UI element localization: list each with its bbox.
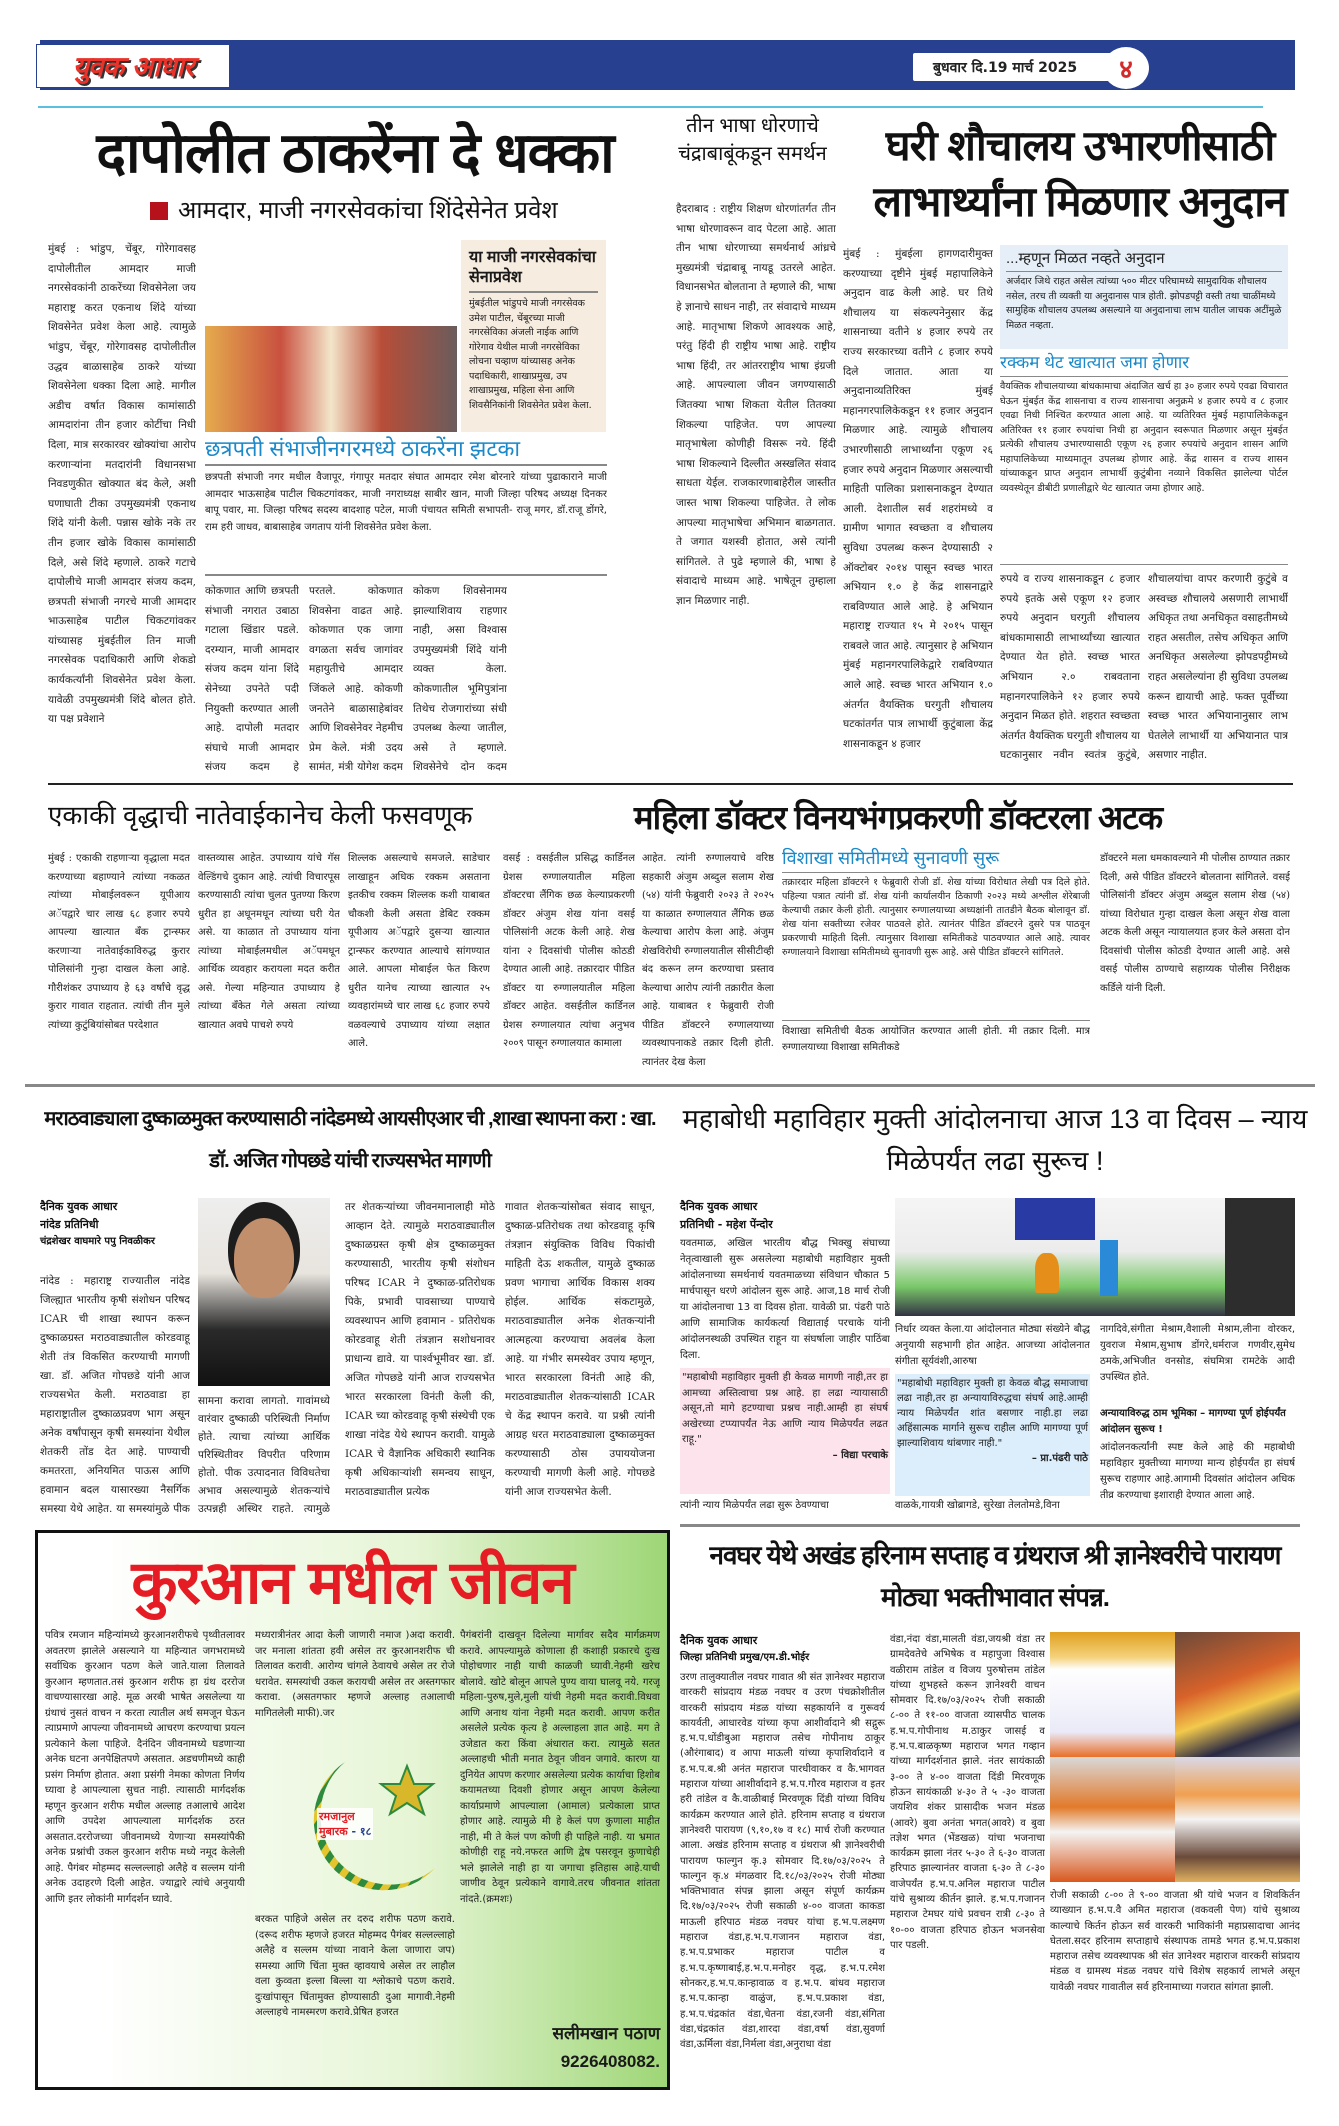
doctor-subsection-text-2: विशाखा समितीची बैठक आयोजित करण्यात आली होती. मी तक्रार दिली. मात्र रुग्णालयाच्या विशाखा समितीकडे [782,1026,1090,1053]
bullet-square-icon [150,202,168,220]
dapoli-col2: कोकणात आणि छत्रपती संभाजी नगरात उबाठा गटाला खिंडार पडले. दरम्यान, माजी आमदार संजय कदम यांना शिंदे सेनेच्या उपनेते पदी नियुक्ती करण्यात आली आहे. दापोली मतदार संघाचे माजी आमदार संजय कदम हे [205,585,299,774]
doctor-col1: वसई : वसईतील प्रसिद्ध कार्डिनल ग्रेशस रुग्णालयातील महिला डॉक्टरचा लैंगिक छळ केल्याप्रकरणी डॉक्टर अंजुम शेख यांना वसई पोलिसांनी अटक केली आहे. शेख यांना २ दिवसांची पोलीस कोठडी देण्यात आली आहे. तक्रारदार पीडित डॉक्टर या रुग्णालयातील महिला डॉक्टर आहेत. वसईतील कार्डिनल ग्रेशस रुग्णालयात त्यांचा अनुभव २००९ पासून रुग्णालयात कामाला [503,853,635,1049]
icar-byline [40,1198,190,1250]
fraud-col1: मुंबई : एकाकी राहणाऱ्या वृद्धाला मदत करण्याच्या बहाण्याने त्यांच्या नकळत त्यांच्या मोबाईलवरून यूपीआय अॅपद्वारे चार लाख ६८ हजार रुपये आपल्या खात्यात बँक ट्रान्स्फर करणाऱ्या नातेवाईकाविरुद्ध कुरार पोलिसांनी गुन्हा दाखल केला आहे. गौरीशंकर उपाध्याय हे ६३ वर्षांचे वृद्ध कुरार गावात राहतात. त्यांची तीन मुले त्यांच्या कुटुंबियांसोबत परदेशात [48,853,190,1031]
navghar-col1: उरण तालुक्यातील नवघर गावात श्री संत ज्ञानेश्वर महाराज वारकरी सांप्रदाय मंडळ नवघर व उरण पंचक्रोशीतील वारकरी सांप्रदाय मंडळ यांच्या सहकार्याने व गुरूवर्य कायर्वती, आधारवेड यांच्या कृपा आशीर्वादाने श्री सद्गुरू ह.भ.प.धोंडीबुआ महाराज तसेच गोपीनाथ ठाकूर (औरंगाबाद) व आपा माऊली यांच्या कृपाशिर्वादाने व ह.भ.प.ब.श्री अनंत महाराज पारधीवाकर व कै.भागवत महाराज यांच्या आशीर्वादाने ह.भ.प.गौरव महाराज व इतर हरी तांडेल व कै.वाळीबाई मिरवणूक दिंडी यांच्या विविध कार्यक्रम करण्यात आले होते. हरिनाम सप्ताह व ग्रंथराज ज्ञानेश्वरी पारायण (९,१०,१७ व १८) मार्च रोजी करण्यात आला. अखंड हरिनाम सप्ताह व ग्रंथराज श्री ज्ञानेश्वरीची पारायण फाल्गुन कृ.३ सोमवार दि.१७/०३/२०२५ ते फाल्गुन कृ.४ मंगळवार दि.१८/०३/२०२५ रोजी मोठ्या भक्तिभावात संपन्न झाला असून संपूर्ण कार्यक्रम दि.१७/०३/२०२५ रोजी सकाळी ४-०० वाजता काकडा माऊली हरिपाठ मंडळ नवघर यांचा ह.भ.प.लक्ष्मण महाराज वंडा,ह.भ.प.गजानन महाराज वंडा, ह.भ.प.प्रभाकर महाराज पाटील व ह.भ.प.कृष्णाबाई,ह.भ.प.मनोहर वृद्ध, ह.भ.प.रमेश सोनकर,ह.भ.प.कान्हावाळ व ह.भ.प. बांधव महाराज ह.भ.प.कान्हा वाळुंज, ह.भ.प.प्रकाश वंडा, ह.भ.प.चंद्रकांत वंडा,चेतना वंडा,रजनी वंडा,संगिता वंडा,चंद्रकांत वंडा,शारदा वंडा,वर्षा वंडा,सुवर्णा वंडा,ऊर्मिला वंडा,निर्मला वंडा,अनुराधा वंडा [680,1672,885,2051]
dapoli-col1: मुंबई : भांडुप, चेंबूर, गोरेगावसह दापोलीतील आमदार माजी नगरसेवकांनी ठाकरेंच्या शिवसेनेला जय महाराष्ट्र करत एकनाथ शिंदे यांच्या शिवसेनेत प्रवेश केला आहे. त्यामुळे भांडुप, चेंबूर, गोरेगावसह दापोलीतील उद्धव बाळासाहेब ठाकरे यांच्या शिवसेनेला धक्का दिला आहे. मागील अडीच वर्षात विकास कामांसाठी आमदारांना तीन हजार कोटींचा निधी दिला, मात्र सरकारवर खोक्यांचा आरोप करणाऱ्यांना मतदारांनी विधानसभा निवडणुकीत खोक्यात बंद केले, अशी घणाघाती टीका उपमुख्यमंत्री एकनाथ शिंदे यांनी केली. पन्नास खोके नके तर तीन हजार खोके विकास कामांसाठी दिले, असे शिंदे म्हणाले. ठाकरे गटाचे दापोलीचे माजी आमदार संजय कदम, छत्रपती संभाजी नगरचे माजी आमदार भाऊसाहेब पाटील चिकटगांवकर यांच्यासह मुंबईतील तिन माजी नगरसेवक पदाधिकारी आणि शेकडो कार्यकर्त्यांनी शिवसेनेत प्रवेश केला. यावेळी उपमुख्यमंत्री शिंदे बोलत होते. या पक्ष प्रवेशाने [48,243,196,726]
banner-shape [1015,1198,1095,1240]
mp-portrait-photo [198,1198,330,1386]
dapoli-subheadline [150,196,610,226]
ramzan-badge [317,1808,373,1840]
fraud-col2: वास्तव्यास आहेत. उपाध्याय यांचे गॅस वेल्डिंगचे दुकान आहे. त्यांची विचारपूस करण्यासाठी त्यांचा चुलत पुतण्या किरण धुरीत हा अधूनमधून त्यांच्या घरी येत असे. या काळात तो उपाध्याय यांना त्यांच्या मोबाईलमधील अॅपमधून आर्थिक व्यवहार करायला मदत करीत असे. गेल्या महिन्यात उपाध्याय हे त्यांच्या बँकेत गेले असता त्यांच्या खात्यात अवघे पाचशे रुपये [198,853,340,1031]
icar-col4: गावात शेतकऱ्यांसोबत संवाद साधून, दुष्काळ-प्रतिरोधक तथा कोरडवाहू कृषि तंत्रज्ञान संयुक्तिक विविध पिकांची माहिती देऊ शकतील, यामुळे दुष्काळ प्रवण भागाचा आर्थिक विकास शक्य होईल. आर्थिक संकटामुळे, मराठवाड्यातील अनेक शेतकऱ्यांनी आत्महत्या करण्याचा अवलंब केला आहे. या गंभीर समस्येवर उपाय म्हणून, भारत सरकारला विनंती आहे की, मराठवाड्यातील शेतकऱ्यांसाठी ICAR चे केंद्र स्थापन करावे. या प्रश्नी त्यांनी आग्रह धरत मराठवाड्याला दुष्काळमुक्त करण्यासाठी ठोस उपाययोजना करण्याची मागणी केली आहे. गोपछडे यांनी आज राज्यसभेत केली. [505,1201,655,1498]
badge-line-2: मुबारक [319,1825,348,1838]
navghar-col2: वंडा,नंदा वंडा,मालती वंडा,जयश्री वंडा तर ग्रामदेवतेचे अभिषेक व महापुजा विश्वास वळीराम तांडेल व विजय पुरुषोत्तम तांडेल यांच्या शुभहस्ते करून ज्ञानेश्वरी वाचन सोमवार दि.१७/०३/२०२५ रोजी सकाळी ८-०० ते ११-०० वाजता व्यासपीठ चालक ह.भ.प.गोपीनाथ म.ठाकुर जासई व ह.भ.प.बाळकृष्ण महाराज भगत गव्हान यांच्या मार्गदर्शनात झाले. नंतर सायंकाळी ३-०० ते ४-०० वाजता दिंडी मिरवणूक होऊन सायंकाळी ४-३० ते ५ -३० वाजता जयशिव शंकर प्रासादीक भजन मंडळ (आवरे) बुवा अनंता भगत(आवरे) व बुवा तज्ञेश भगत (भेंडखळ) यांचा भजनाचा कार्यक्रम झाला नंतर ५-३० ते ६-३० वाजता हरिपाठ झाल्यानंतर वाजता ६-३० ते ८-३० वाजेपर्यंत ह.भ.प.अनिल महाराज पाटील यांचे सुश्राव्य कीर्तन झाले. ह.भ.प.गजानन महाराज टेमघर यांचे प्रवचन रात्री ८-३० ते १०-०० वाजता हरिपाठ होऊन भजनसेवा पार पडली. [890,1634,1045,1951]
divider [1000,376,1288,377]
dapoli-photo [205,240,457,432]
three-language-headline: तीन भाषा धोरणाचे चंद्राबाबूंकडून समर्थन [678,115,827,165]
quran-col2a: मध्यरात्रीनंतर आदा केली जाणारी नमाज )अदा करावी. जर मनाला शांतता हवी असेल तर कुरआनशरीफ ची तिलावत करावी. आरोग्य चांगले ठेवायचे असेल तर रोजे धरावेत. समस्यांची उकल करायची असेल तर अस्तगफार करावा. (असतगफार म्हणजे अल्लाह तआलाची मागितलेली माफी).जर [255,1630,455,1719]
quran-col2b: बरकत पाहिजे असेल तर दरुद शरीफ पठण करावे.(दरूद शरीफ म्हणजे हजरत मोहम्मद पैगंबर सल्लल्लाहो अलैहे व सल्लम यांच्या नावाने केला जाणारा जप) समस्या आणि चिंता मुक्त व्हावयाचे असेल तर लाहौल वला कुव्वता इल्ला बिल्ला या श्लोकाचे पठण करावे. दुःखांपासून चिंतामुक्त होण्यासाठी दुआ मागावी.नेहमी अल्लाहचे नामस्मरण करावे.प्रेषित हजरत [255,1914,455,2018]
doctor-col3: डॉक्टरने मला धमकावल्याने मी पोलीस ठाण्यात तक्रार दिली, असे पीडित डॉक्टरने बोलताना सांगितले. वसई पोलिसांनी डॉक्टर अंजुम अब्दुल सलाम शेख (५४) यांच्या विरोधात गुन्हा दाखल केला असून शेख वाला अटक केली असून न्यायालयात हजर केले असता दोन दिवसांची पोलीस कोठडी देण्यात आली आहे. असे वसई पोलीस ठाण्याचे सहाय्यक पोलीस निरीक्षक कर्डिले यांनी दिली. [1100,853,1290,994]
byline-reporter: चंद्रशेखर वाघमारे पपु निवळीकर [40,1236,155,1247]
divider [782,872,1090,873]
crescent-star-graphic [275,1758,455,1908]
doctor-subsection-text: तक्रारदार महिला डॉक्टरने १ फेब्रुवारी रोजी डॉ. शेख यांच्या विरोधात लेखी पत्र दिले होते. पहिल्या पत्रात त्यांनी डॉ. शेख यांनी कार्यालयीन ठिकाणी २०२३ मध्ये अश्लील शेरेबाजी केल्याची तक्रार केली होती. त्यानुसार रुग्णालयाच्या अध्यक्षांनी तातडीने बैठक बोलावून डॉ. शेख यांना सक्तीच्या रजेवर पाठवले होते. त्यानंतर पीडित डॉक्टरने दुसरे पत्र पाठवून प्रकरणाची माहिती दिली. त्यानुसार विशाखा समितीकडे पाठवण्यात आले आहे. त्यावर रुग्णालयाने विशाखा समितीमध्ये सुनावणी सुरू आहे. असे पीडित डॉक्टरने सांगितले. [782,877,1090,958]
quote-text: "महाबोधी महाविहार मुक्ती ही केवळ मागणी नाही,तर हा आमच्या अस्तित्वाचा प्रश्न आहे. हा लढा न्यायासाठी असून,तो मागे हटण्याचा प्रश्नच नाही.आम्ही हा संघर्ष अखेरच्या टप्प्यापर्यंत नेऊ आणि न्याय मिळेपर्यंत लढत राहू." [682,1372,888,1445]
mahabodhi-photo [895,1198,1295,1316]
quran-col3: पैगंबरांनी दाखवून दिलेल्या मार्गावर सदैव मार्गक्रमण करावे. आपल्यामुळे कोणाला ही कशाही प्रकारचे दुःख पोहोचणार नाही याची काळजी घ्यावी.नेहमी खरेच बोलावे. खोटे बोलून आपले पुण्य वाया घालवू नये. गरजू महिला-पुरुष,मुले,मुली यांची नेहमी मदत करावी.विधवा आणि अनाथ यांना नेहमी मदत करावी. आपण करीत असलेले प्रत्येक कृत्य हे अल्लाहला ज्ञात आहे. मग ते उजेडात करा किंवा अंधारात करा. त्यामुळे सतत अल्लाहची भीती मनात ठेवून जीवन जगावे. कारण या दुनियेत आपण करणार असलेल्या प्रत्येक कार्याचा हिशोब कयामतच्या दिवशी होणार असून आपण केलेल्या कार्याप्रमाणे आपल्याला (आमाल) प्रत्येकाला प्राप्त होणार आहे. त्यामुळे मी हे केलं पण कुणाला माहीत नाही, मी ते केलं पण कोणी ही पाहिले नाही. या भ्रमात कोणीही राहू नये.नफरत आणि द्वेष पसरवून कुणाचेही भले झालेले नाही हा या जगाचा इतिहास आहे.याची जाणीव ठेवून प्रत्येकाने वागावे.तरच जीवनात शांतता नांदते.(क्रमशः) [460,1630,660,1905]
dapoli-headline: दापोलीत ठाकरेंना दे धक्का [96,121,614,184]
navghar-col3: रोजी सकाळी ८-०० ते ९-०० वाजता श्री यांचे भजन व शिवकिर्तन व्याख्यान ह.भ.प.वै अमित महाराज (वकवली पेण) यांचे सुश्राव्य काल्याचे किर्तन होऊन सर्व वारकरी भाविकांनी महाप्रसादाचा आनंद घेतला.सदर हरिनाम सप्ताहाचे संस्थापक तामडे भगत ह.भ.प.प्रकाश महाराज तसेच व्यवस्थापक श्री संत ज्ञानेश्वर महाराज वारकरी सांप्रदाय मंडळ व ग्रामस्थ मंडळ नवघर यांचे विशेष सहकार्य लाभले असून यावेळी नवघर गावातील सर्व हरिनामाच्या गजरात सांगता झाली. [1050,1890,1300,1993]
byline-reporter: जिल्हा प्रतिनिधी प्रमुख/एम.डी.भोईर [680,1652,810,1663]
byline-reporter: प्रतिनिधी - महेश पेंन्दोर [680,1218,773,1231]
crowd-image [205,326,457,432]
dapoli-col3: परतले. कोकणात शिवसेना वाढत आहे. कोकणात एक जागा वगळता सर्वच जागांवर महायुतीचे आमदार जिंकले आहे. कोकणी जनतेने बाळासाहेबांवर आणि शिवसेनेवर नेहमीच प्रेम केले. मंत्री उदय सामंत, मंत्री योगेश कदम [309,585,403,774]
monk-figure [1035,1253,1059,1293]
badge-line-1: रमजानुल [319,1810,355,1823]
face-shape [234,1218,294,1298]
section-divider [48,783,1293,785]
icar-headline: मराठवाड्याला दुष्काळमुक्त करण्यासाठी नांदेडमध्ये आयसीएआर ची ,शाखा स्थापना करा : खा. डॉ. अजित गोपछडे यांची राज्यसभेत मागणी [44,1108,656,1172]
dapoli-subsection-text: छत्रपती संभाजी नगर मधील वैजापूर, गंगापूर मतदार संघात आमदार रमेश बोरनारे यांच्या पुढाकाराने माजी आमदार भाऊसाहेब पाटील चिकटगांवकर, माजी नगराध्यक्ष साबीर खान, माजी जिल्हा परिषद अध्यक्ष दिनकर बापू पवार, मा. जिल्हा परिषद सदस्य बादशाह पटेल, माजी पंचायत समिती सभापती- राजू मगर, डॉ.राजू डोंगरे, राम हरी जाधव, बाबासाहेब जगताप यांनी शिवसेनेत प्रवेश केला. [205,472,607,533]
gathering-photo [1175,1757,1300,1882]
toilet-col1: मुंबई : मुंबईला हागणदारीमुक्त करण्याच्या दृष्टीने मुंबई महापालिकेने अनुदान वाढ केली आहे. घर तिथे शौचालय या संकल्पनेनुसार केंद्र शासनाच्या वतीने ४ हजार रुपये तर राज्य सरकारच्या वतीने ८ हजार रुपये दिले जातात. आता या अनुदानाव्यतिरिक्त मुंबई महानगरपालिकेकडून ११ हजार अनुदान मिळणार आहे. त्यामुळे शौचालय उभारणीसाठी लाभार्थ्यांना एकूण २६ हजार रुपये अनुदान मिळणार असल्याची माहिती पालिका प्रशासनाकडून देण्यात आली. देशातील सर्व शहरांमध्ये व ग्रामीण भागात स्वच्छता व शौचालय सुविधा उपलब्ध करून देण्यासाठी २ ऑक्टोबर २०१४ पासून स्वच्छ भारत अभियान १.० हे केंद्र शासनाद्वारे राबविण्यात आले आहे. हे अभियान महाराष्ट्र राज्यात १५ मे २०१५ पासून राबवले जात आहे. त्यानुसार हे अभियान मुंबई महानगरपालिकेद्वारे राबविण्यात आले आहे. स्वच्छ भारत अभियान १.० अंतर्गत वैयक्तिक घरगुती शौचालय घटकांतर्गत पात्र लाभार्थी कुटुंबाला केंद्र शासनाकडून ४ हजार [843,248,993,750]
mahabodhi-col1: यवतमाळ, अखिल भारतीय बौद्ध भिक्खु संघाच्या नेतृत्वाखाली सुरू असलेल्या महाबोधी महाविहार मुक्ती आंदोलनाच्या समर्थनार्थ यवतमाळच्या संविधान चौकात 5 मार्चपासून धरणे आंदोलन सुरू आहे. आज,18 मार्च रोजी या आंदोलनाचा 13 वा दिवस होता. यावेळी प्रा. पंढरी पाठे आणि सामाजिक कार्यकर्त्या विद्याताई परचाके यांनी आंदोलनस्थळी उपस्थित राहून या संघर्षाला जाहीर पाठिंबा दिला. [680,1238,890,1361]
toilet-col3: शौचालयांचा वापर करणारी कुटुंबे व अस्वच्छ शौचालये असणारी लाभार्थी अधिकृत तथा अनधिकृत वसाहतीमध्ये राहत असतील, तसेच अधिकृत आणि अनधिकृत असलेल्या झोपडपट्टीमध्ये राहत असलेल्यांना ही सुविधा उपलब्ध करून द्यायाची आहे. फक्त पूर्वीच्या स्वच्छ भारत अभियानानुसार लाभ घेतलेले लाभार्थी या अभियानात पात्र असणार नाहीत. [1148,573,1288,762]
quran-author: सलीमखान पठाण [552,2024,660,2044]
quote-author: – प्रा.पंढरी पाठे [1031,1453,1088,1464]
navghar-photo-collage [1050,1632,1300,1882]
subheadline-text: आमदार, माजी नगरसेवकांचा शिंदेसेनेत प्रवेश [178,197,558,224]
byline-paper: दैनिक युवक आधार [680,1200,758,1213]
doctor-subsection-title: विशाखा समितीमध्ये सुनावणी सुरू [782,848,1000,868]
byline-role: नांदेड प्रतिनिधी [40,1218,99,1231]
quote-box-1 [680,1368,890,1494]
toilet-info-box [1000,245,1288,349]
three-language-text: हैदराबाद : राष्ट्रीय शिक्षण धोरणांतर्गत तीन भाषा धोरणावरून वाद पेटला आहे. आता तीन भाषा धोरणाच्या समर्थनार्थ आंध्रचे मुख्यमंत्री चंद्राबाबू नायडू उतरले आहेत. विधानसभेत बोलताना ते म्हणाले की, भाषा हे ज्ञानाचे साधन नाही, तर संवादाचे माध्यम आहे. मातृभाषा शिकणे आवश्यक आहे, परंतु हिंदी ही राष्ट्रीय भाषा आहे. राष्ट्रीय भाषा हिंदी, तर आंतरराष्ट्रीय भाषा इंग्रजी आहे. आपल्याला जीवन जगण्यासाठी जितक्या भाषा शिकता येतील तितक्या शिकल्या पाहिजेत. पण आपल्या मातृभाषेला कोणीही विसरू नये. हिंदी भाषा शिकल्याने दिल्लीत अस्खलित संवाद साधता येईल. राजकारणाबाहेरील जास्तीत जास्त भाषा शिकल्या पाहिजेत. ते लोक आपल्या मातृभाषेचा अभिमान बाळगतात. ते जगात यशस्वी होतात, असे त्यांनी सांगितले. ते पुढे म्हणाले की, भाषा हे संवादाचे माध्यम आहे. भाषेतून तुम्हाला ज्ञान मिळणार नाही. [676,203,836,607]
page-number: ४ [1119,55,1133,85]
quote-author: – विद्या परचाके [832,1449,888,1461]
quran-col1: पवित्र रमजान महिन्यांमध्ये कुरआनशरीफचे पृथ्वीतलावर अवतरण झालेले असल्याने या महिन्यात जगभरामध्ये सर्वाधिक कुरआन पठण केले जाते.याला तिलावते कुरआन म्हणतात.तसं कुरआन शरीफ हा ग्रंथ दररोज वाचण्यासारखा आहे. मूळ अरबी भाषेत असलेल्या या ग्रंथाचं नुसतं वाचन न करता त्यातील अर्थ समजून घेऊन त्याप्रमाणे आपल्या जीवनामध्ये आचरण करण्याचा प्रयत्न प्रत्येकाने केला पाहिजे. दैनंदिन जीवनामध्ये घडणाऱ्या अनेक घटना अनपेक्षितपणे असतात. अडचणीमध्ये काही प्रसंग निर्माण होतात. अशा प्रसंगी नेमका कोणता निर्णय घ्यावा हे आपल्याला सुचत नाही. त्यासाठी मार्गदर्शक म्हणून कुरआन शरीफ मधील अल्लाह तआलाचे आदेश आणि उपदेश आपल्याला मार्गदर्शक ठरत असतात.दररोजच्या जीवनामध्ये येणाऱ्या समस्यांपैकी अनेक प्रश्नांची उकल कुरआन शरीफ मध्ये नमूद केलेली आहे. पैगंबर मोहम्मद सल्लल्लाहो अलैहे व सल्लम यांनी अनेक उदाहरणे दिली आहेत. ज्याद्वारे त्यांचे अनुयायी आणि इतर लोकांनी मार्गदर्शन घ्यावे. [45,1630,245,1905]
header-divider [38,106,1263,108]
divider [1000,564,1288,565]
mahabodhi-col2-end: वाळके,गायत्री खोब्रागडे, सुरेखा तेलतोमडे,विना [895,1500,1060,1511]
mahabodhi-col3-text: आंदोलनकर्त्यांनी स्पष्ट केले आहे की महाबोधी महाविहार मुक्तीच्या मागण्या मान्य होईपर्यंत हा संघर्ष सुरूच राहणार आहे.आगामी दिवसांत आंदोलन अधिक तीव्र करण्याचा इशाराही देण्यात आला आहे. [1100,1442,1295,1501]
doctor-headline: महिला डॉक्टर विनयभंगप्रकरणी डॉक्टरला अटक [633,799,1163,836]
event-poster [1050,1632,1175,1757]
navghar-headline: नवघर येथे अखंड हरिनाम सप्ताह व ग्रंथराज श्री ज्ञानेश्वरीचे पारायण मोठ्या भक्तीभावात संपन्न. [709,1540,1281,1612]
toilet-subsection-text: वैयक्तिक शौचालयाच्या बांधकामाचा अंदाजित खर्च हा ३० हजार रुपये एवढा विचारात घेऊन मुंबईत केंद्र शासनाचा व राज्य शासनाचा अनुक्रमे ४ हजार रुपये व ८ हजार एवढा निधी निश्चित करण्यात आला आहे. या व्यतिरिक्त मुंबई महापालिकेकडून अतिरिक्त ११ हजार रुपयांचा निधी हा अनुदान स्वरूपात मिळणार असून मुंबईत प्रत्येकी शौचालय उभारण्यासाठी एकूण २६ हजार रुपयांचे अनुदान शासन आणि महापालिकेच्या माध्यमातून उपलब्ध होणार आहे. केंद्र शासन व राज्य शासन यांच्याकडून प्राप्त अनुदान लाभार्थी कुटुंबीना नव्याने विकसित झालेल्या पोर्टल व्यवस्थेतून डीबीटी प्रणालीद्वारे थेट खात्यात जमा होणार आहे. [1000,381,1288,494]
dapoli-sidebar [461,240,606,432]
fraud-col3: शिल्लक असल्याचे समजले. साडेचार लाखाहून अधिक रक्कम असताना इतकीच रक्कम शिल्लक कशी याबाबत चौकशी केली असता डेबिट रक्कम यूपीआय अॅपद्वारे दुसऱ्या खात्यात ट्रान्स्फर करण्यात आल्याचे सांगण्यात आले. आपला मोबाईल फेत किरण धुरीत यानेच त्याच्या खात्यात २५ व्यवहारांमध्ये चार लाख ६८ हजार रुपये वळवल्याचे उपाध्याय यांच्या लक्षात आले. [348,853,490,1049]
icar-col1: नांदेड : महाराष्ट्र राज्यातील नांदेड जिल्ह्यात भारतीय कृषी संशोधन परिषद ICAR ची शाखा स्थापन करून दुष्काळग्रस्त मराठवाड्यातील कोरडवाहू शेती तंत्र विकसित करण्याची मागणी खा. डॉ. अजित गोपछडे यांनी आज राज्यसभेत केली. मराठवाडा हा महाराष्ट्रातील दुष्काळप्रवण भाग असून अनेक वर्षांपासून कृषी समस्यांना येथील शेतकरी तोंड देत आहे. पाण्याची कमतरता, अनियमित पाऊस आणि हवामान बदल यासारख्या नैसर्गिक समस्या येथे आहेत. या समस्यांमुळे पीक [40,1275,190,1515]
section-divider [25,1084,1315,1087]
section-divider [680,1524,1300,1527]
wall-shape [1225,1198,1295,1316]
byline-paper: दैनिक युवक आधार [40,1200,118,1213]
dapoli-col4: कोकण शिवसेनामय झाल्याशिवाय राहणार नाही, असा विश्वास उपमुख्यमंत्री शिंदे यांनी व्यक्त केला. कोकणातील भूमिपुत्रांना तिथेच रोजगारांच्या संधी उपलब्ध केल्या जातील, असे ते म्हणाले. शिवसेनेचे दोन कदम [413,585,507,774]
toilet-subsection-title: रक्कम थेट खात्यात जमा होणार [1000,353,1190,372]
date-text: बुधवार दि.19 मार्च 2025 [933,59,1078,76]
sidebar-title: या माजी नगरसेवकांचा सेनाप्रवेश [469,248,598,293]
doctor-col2: आहेत. त्यांनी रुग्णालयाचे वरिष्ठ सहकारी अंजुम अब्दुल सलाम शेख (५४) यांनी फेब्रुवारी २०२३ ते २०२५ या काळात रुग्णालयात लैंगिक छळ केल्याचा आरोप केला आहे. अंजुम शेखविरोधी रुग्णालयातील सीसीटीव्ही बंद करून लग्न करण्याचा प्रस्ताव केल्याचा आरोप त्यांनी तक्रारीत केला आहे. याबाबत १ फेब्रुवारी रोजी पीडित डॉक्टरने रुग्णालयाच्या व्यवस्थापनाकडे तक्रार दिली होती. त्यानंतर देख केला [642,853,774,1068]
quran-phone: 9226408082. [560,2052,660,2071]
navghar-byline [680,1632,885,1666]
mahabodhi-col3: नागदिवे,संगीता मेश्राम,वैशाली मेश्राम,लीना वोरकर, युवराज मेश्राम,सुभाष डोंगरे,धर्मराज गणवीर,सुमेध ठमके,अभिजीत वनसोड, संघमित्रा रामटेके आदी उपस्थित होते. [1100,1324,1295,1383]
info-box-title: ...म्हणून मिळत नव्हते अनुदान [1006,249,1282,272]
issue-date [913,53,1118,81]
divider [205,464,607,466]
toilet-col2: रुपये व राज्य शासनाकडून ८ हजार रुपये इतके असे एकूण १२ हजार रुपये अनुदान घरगुती शौचालय बांधकामासाठी लाभार्थ्यांच्या खात्यात देण्यात येत होते. स्वच्छ भारत अभियान २.० राबवताना महानगरपालिकेने १२ हजार रुपये अनुदान मिळत होते. शहरात स्वच्छता अंतर्गत वैयक्तिक घरगुती शौचालय या घटकानुसार नवीन स्वतंत्र कुटुंबे, [1000,573,1140,762]
mahabodhi-byline [680,1198,890,1234]
divider [782,1020,1090,1021]
newspaper-logo [36,44,230,88]
mahabodhi-headline: महाबोधी महाविहार मुक्ती आंदोलनाचा आज 13 वा दिवस – न्याय मिळेपर्यंत लढा सुरूच ! [682,1104,1308,1176]
mahabodhi-col1-end: त्यांनी न्याय मिळेपर्यंत लढा सुरू ठेवण्याचा [680,1500,829,1511]
quote-box-2 [895,1374,1090,1496]
fraud-headline: एकाकी वृद्धाची नातेवाईकानेच केली फसवणूक [48,800,473,830]
mahabodhi-col2: निर्धार व्यक्त केला.या आंदोलनात मोठ्या संख्येने बौद्ध अनुयायी सहभागी होत आहेत. आजच्या आंदोलनात संगीता सूर्यवंशी,आरुषा [895,1324,1090,1367]
deity-idols-photo [1175,1632,1300,1757]
icar-col2: सामना करावा लागतो. गावांमध्ये वारंवार दुष्काळी परिस्थिती निर्माण होते. त्याचा त्यांच्या आर्थिक परिस्थितीवर विपरीत परिणाम होतो. पीक उत्पादनात विविधतेचा अभाव असल्यामुळे शेतकऱ्यांचे उत्पन्नही अस्थिर राहते. त्यामुळे [198,1395,330,1515]
byline-paper: दैनिक युवक आधार [680,1634,758,1647]
shrine-photo [1050,1757,1175,1882]
speaker-figure [1100,1240,1118,1296]
logo-text: युवक आधार [72,50,194,83]
badge-number: - १८ [351,1825,372,1838]
icar-col3: तर शेतकऱ्यांच्या जीवनमानालाही मोठे आव्हान देते. त्यामुळे मराठवाड्यातील दुष्काळग्रस्त कृषी क्षेत्र दुष्काळमुक्त करण्यासाठी, भारतीय कृषी संशोधन परिषद ICAR ने दुष्काळ-प्रतिरोधक पिके, प्रभावी पावसाच्या पाण्याचे व्यवस्थापन आणि हवामान - प्रतिरोधक कोरडवाहू शेती तंत्रज्ञान सशोधनावर प्राधान्य द्यावे. या पार्श्वभूमीवर खा. डॉ. अजित गोपछडे यांनी आज राज्यसभेत भारत सरकारला विनंती केली की, ICAR च्या कोरडवाहू कृषी संस्थेची एक शाखा नांदेड येथे स्थापन करावी. यामुळे ICAR चे वैज्ञानिक अधिकारी स्थानिक कृषी अधिकाऱ्यांशी समन्वय साधून, मराठवाड्यातील प्रत्येक [345,1201,495,1498]
page-number-badge [1103,47,1149,89]
info-box-text: अर्जदार जिथे राहत असेल त्यांच्या ५०० मीटर परिघामध्ये सामुदायिक शौचालय नसेल, तरच ती व्यक्ती या अनुदानास पात्र होती. झोपडपट्टी वस्ती तथा चाळींमध्ये सामुहिक शौचालय उपलब्ध असल्याने या अनुदानाचा लाभ यातील जाचक अटींमुळे मिळत नव्हता. [1006,276,1282,331]
toilet-headline: घरी शौचालय उभारणीसाठी लाभार्थ्यांना मिळणार अनुदान [873,122,1287,225]
quran-headline: कुरआन मधील जीवन [131,1549,574,1616]
quote-text: "महाबोधी महाविहार मुक्ती हा केवळ बौद्ध समाजाचा लढा नाही,तर हा अन्यायाविरुद्धचा संघर्ष आहे.आम्ही न्याय मिळेपर्यंत शांत बसणार नाही.हा लढा अहिंसात्मक मार्गाने सुरूच राहील आणि मागण्या पूर्ण झाल्याशिवाय थांबणार नाही." [897,1378,1088,1449]
mahabodhi-col3-head: अन्यायाविरुद्ध ठाम भूमिका – मागण्या पूर्ण होईपर्यंत आंदोलन सुरूच ! [1100,1408,1286,1435]
sidebar-text: मुंबईतील भांडुपचे माजी नगरसेवक उमेश पाटील, चेंबूरच्या माजी नगरसेविका अंजली नाईक आणि गोरेगाव येथील माजी नगरसेविका लोचना चव्हाण यांच्यासह अनेक पदाधिकारी, शाखाप्रमुख, उप शाखाप्रमुख, महिला सेना आणि शिवसैनिकांनी शिवसेनेत प्रवेश केला. [469,298,592,411]
divider [205,574,607,576]
dapoli-subsection-title: छत्रपती संभाजीनगरमध्ये ठाकरेंना झटका [205,436,521,461]
